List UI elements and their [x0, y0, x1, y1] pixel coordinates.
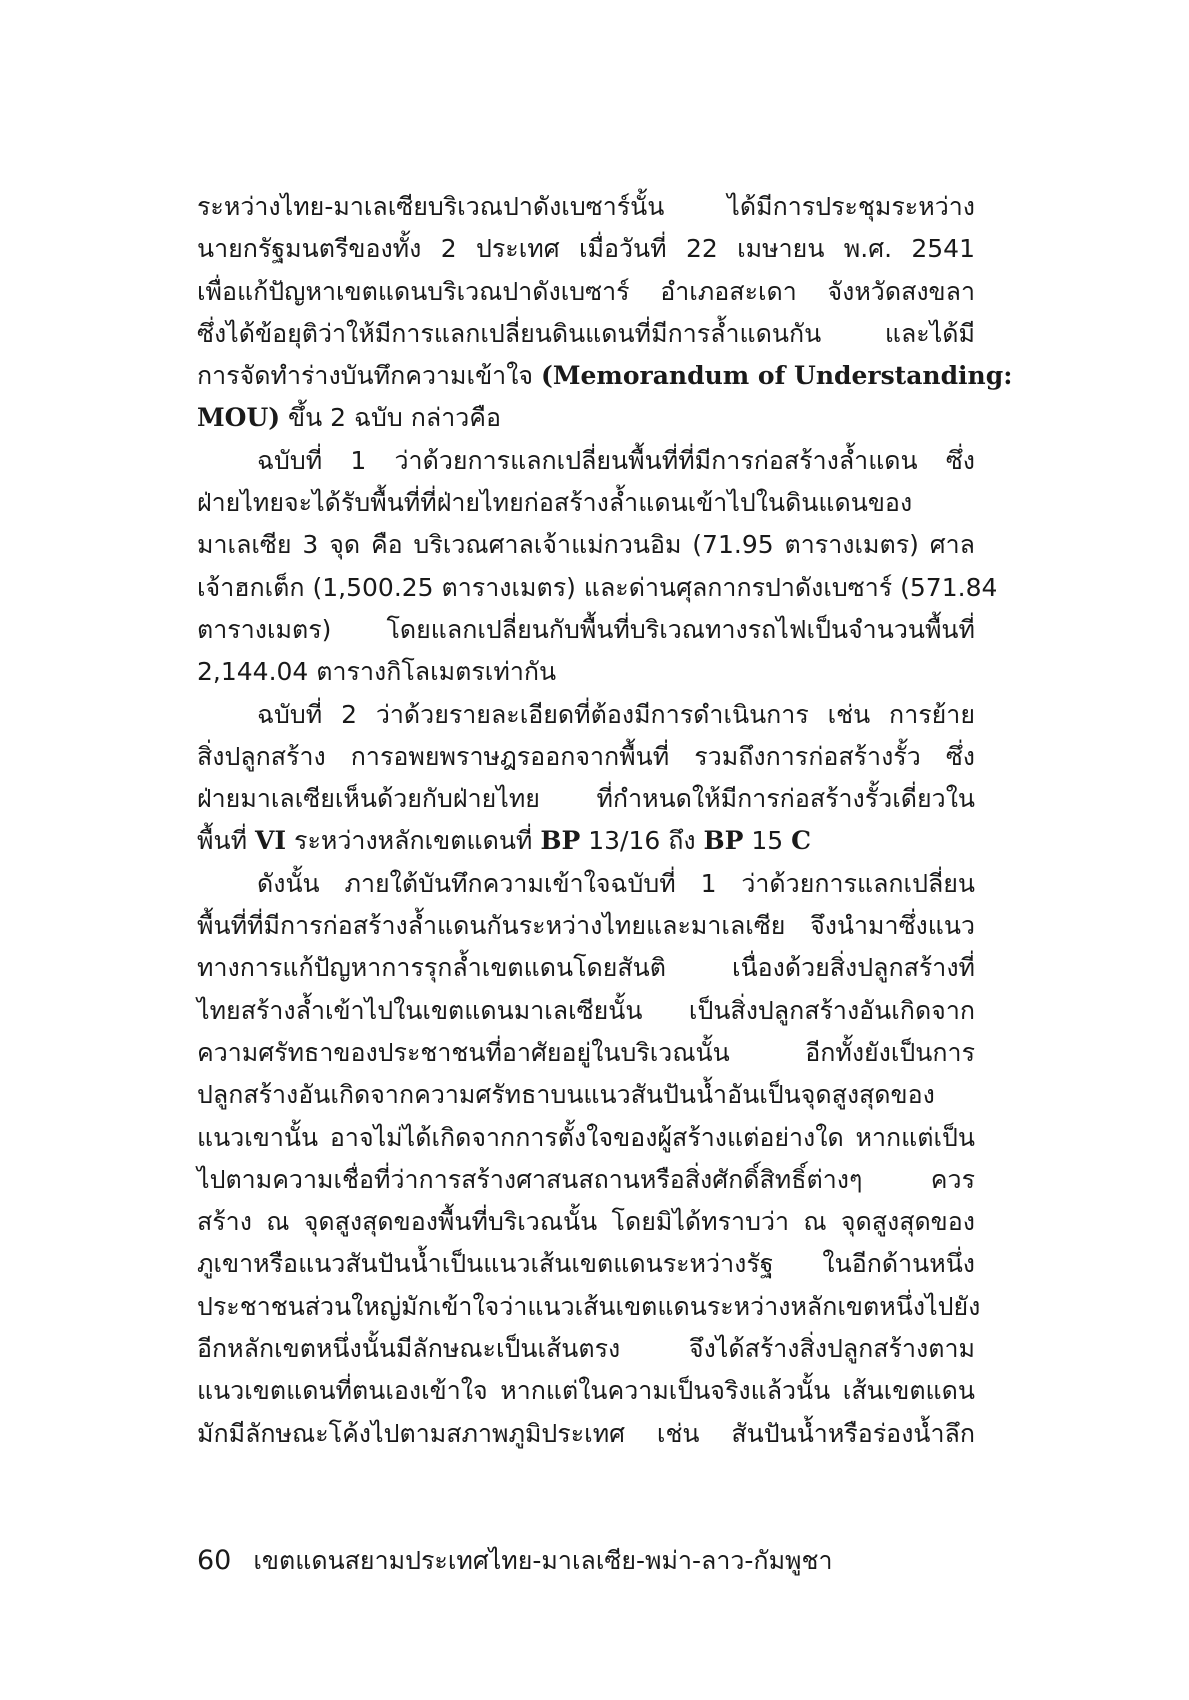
running-title: เขตแดนสยามประเทศไทย-มาเลเซีย-พม่า-ลาว-กัมพูชา [253, 1546, 833, 1575]
text-line: ฉบับที่ 1 ว่าด้วยการแลกเปลี่ยนพื้นที่ที่มีการก่อสร้างล้ำแดน ซึ่ง [257, 445, 975, 475]
text-segment: ขึ้น 2 ฉบับ กล่าวคือ [280, 403, 502, 433]
text-line: ปลูกสร้างอันเกิดจากความศรัทธาบนแนวสันปันน้ำอันเป็นจุดสูงสุดของ [197, 1080, 935, 1110]
text-line: ฉบับที่ 2 ว่าด้วยรายละเอียดที่ต้องมีการดำเนินการ เช่น การย้าย [257, 699, 975, 729]
text-line: ทางการแก้ปัญหาการรุกล้ำเขตแดนโดยสันติ เนื่องด้วยสิ่งปลูกสร้างที่ [197, 953, 975, 983]
latin-text: (Memorandum of Understanding: [541, 361, 1013, 391]
text-line: ตารางเมตร) โดยแลกเปลี่ยนกับพื้นที่บริเวณทางรถไฟเป็นจำนวนพื้นที่ [197, 614, 975, 644]
text-line: พื้นที่ที่มีการก่อสร้างล้ำแดนกันระหว่างไทยและมาเลเซีย จึงนำมาซึ่งแนว [197, 911, 975, 941]
text-line: ภูเขาหรือแนวสันปันน้ำเป็นแนวเส้นเขตแดนระหว่างรัฐ ในอีกด้านหนึ่ง [197, 1249, 975, 1279]
text-line: แนวเขตแดนที่ตนเองเข้าใจ หากแต่ในความเป็นจริงแล้วนั้น เส้นเขตแดน [197, 1376, 975, 1406]
latin-text: VI [255, 826, 287, 856]
latin-text: C [791, 826, 812, 856]
text-line: ซึ่งได้ข้อยุติว่าให้มีการแลกเปลี่ยนดินแดนที่มีการล้ำแดนกัน และได้มี [197, 318, 975, 348]
text-line: อีกหลักเขตหนึ่งนั้นมีลักษณะเป็นเส้นตรง จึงได้สร้างสิ่งปลูกสร้างตาม [197, 1334, 975, 1364]
text-line: นายกรัฐมนตรีของทั้ง 2 ประเทศ เมื่อวันที่ 22 เมษายน พ.ศ. 2541 [197, 234, 975, 264]
text-line: สิ่งปลูกสร้าง การอพยพราษฎรออกจากพื้นที่ รวมถึงการก่อสร้างรั้ว ซึ่ง [197, 741, 975, 771]
text-line: ประชาชนส่วนใหญ่มักเข้าใจว่าแนวเส้นเขตแดนระหว่างหลักเขตหนึ่งไปยัง [197, 1291, 981, 1321]
body-text [197, 186, 1013, 1455]
text-line: มาเลเซีย 3 จุด คือ บริเวณศาลเจ้าแม่กวนอิม (71.95 ตารางเมตร) ศาล [197, 530, 975, 560]
text-segment: 15 [743, 826, 792, 856]
text-line: ฝ่ายไทยจะได้รับพื้นที่ที่ฝ่ายไทยก่อสร้างล้ำแดนเข้าไปในดินแดนของ [197, 488, 913, 518]
text-segment: พื้นที่ [197, 826, 255, 856]
latin-text: BP [540, 826, 581, 856]
text-line [197, 397, 975, 439]
text-segment: 13/16 ถึง [580, 826, 704, 856]
text-line: ไปตามความเชื่อที่ว่าการสร้างศาสนสถานหรือสิ่งศักดิ์สิทธิ์ต่างๆ ควร [197, 1164, 975, 1194]
text-line [197, 355, 1013, 397]
text-line: ความศรัทธาของประชาชนที่อาศัยอยู่ในบริเวณนั้น อีกทั้งยังเป็นการ [197, 1037, 975, 1067]
text-line: มักมีลักษณะโค้งไปตามสภาพภูมิประเทศ เช่น สันปันน้ำหรือร่องน้ำลึก [197, 1418, 975, 1448]
text-segment: ระหว่างหลักเขตแดนที่ [286, 826, 541, 856]
page-number: 60 [197, 1545, 232, 1576]
text-segment: การจัดทำร่างบันทึกความเข้าใจ [197, 361, 542, 391]
latin-text: BP [703, 826, 744, 856]
text-line: แนวเขานั้น อาจไม่ได้เกิดจากการตั้งใจของผู้สร้างแต่อย่างใด หากแต่เป็น [197, 1122, 975, 1152]
text-line [197, 820, 975, 862]
text-line: ระหว่างไทย-มาเลเซียบริเวณปาดังเบซาร์นั้น ได้มีการประชุมระหว่าง [197, 192, 975, 221]
text-line: ฝ่ายมาเลเซียเห็นด้วยกับฝ่ายไทย ที่กำหนดให้มีการก่อสร้างรั้วเดี่ยวใน [197, 784, 975, 814]
text-line: ดังนั้น ภายใต้บันทึกความเข้าใจฉบับที่ 1 ว่าด้วยการแลกเปลี่ยน [257, 868, 975, 898]
text-line: เจ้าฮกเต็ก (1,500.25 ตารางเมตร) และด่านศุลกากรปาดังเบซาร์ (571.84 [197, 572, 998, 602]
text-line: ไทยสร้างล้ำเข้าไปในเขตแดนมาเลเซียนั้น เป็นสิ่งปลูกสร้างอันเกิดจาก [197, 995, 975, 1025]
text-line: เพื่อแก้ปัญหาเขตแดนบริเวณปาดังเบซาร์ อำเภอสะเดา จังหวัดสงขลา [197, 276, 975, 306]
text-line: สร้าง ณ จุดสูงสุดของพื้นที่บริเวณนั้น โดยมิได้ทราบว่า ณ จุดสูงสุดของ [197, 1207, 975, 1237]
text-line: 2,144.04 ตารางกิโลเมตรเท่ากัน [197, 657, 557, 687]
latin-text: MOU) [197, 403, 281, 433]
page-footer [197, 1541, 833, 1581]
